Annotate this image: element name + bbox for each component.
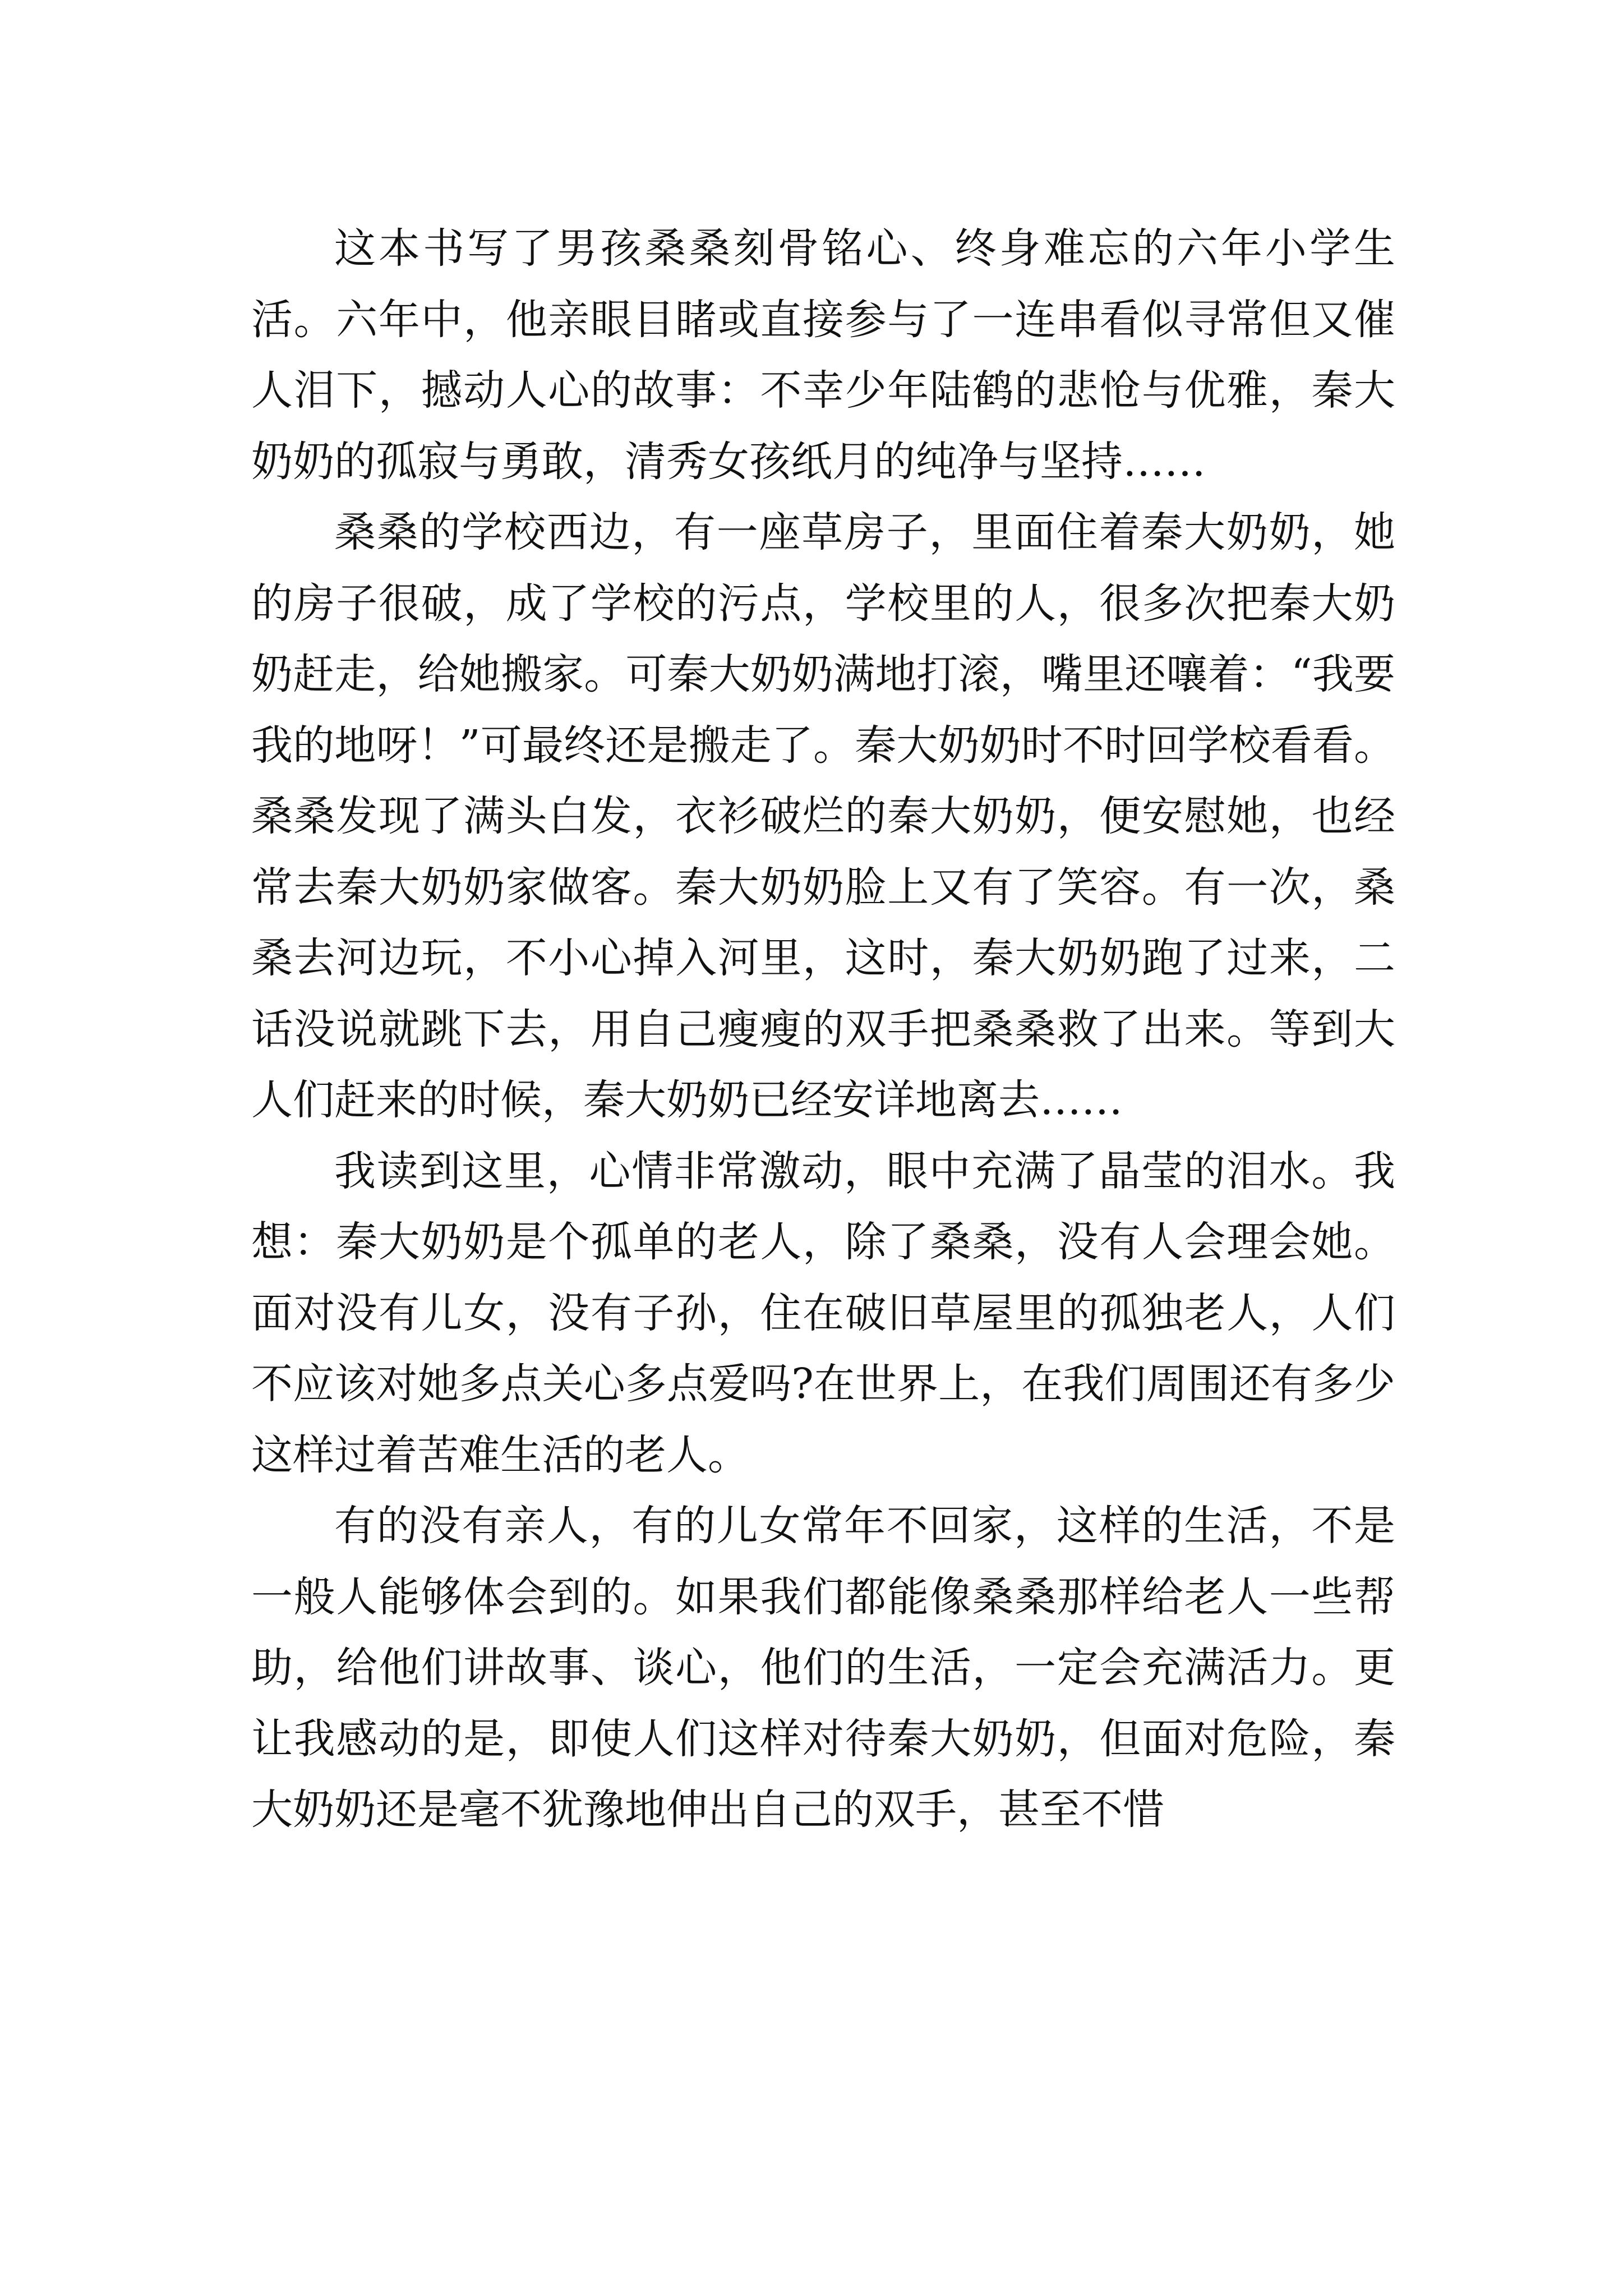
paragraph-2: 桑桑的学校西边，有一座草房子，里面住着秦大奶奶，她的房子很破，成了学校的污点，学校里的人，很多次把秦大奶奶赶走，给她搬家。可秦大奶奶满地打滚，嘴里还嚷着：“我要我的地呀！”可最终还是搬走了。秦大奶奶时不时回学校看看。桑桑发现了满头白发，衣衫破烂的秦大奶奶，便安慰她，也经常去秦大奶奶家做客。秦大奶奶脸上又有了笑容。有一次，桑桑去河边玩，不小心掉入河里，这时，秦大奶奶跑了过来，二话没说就跳下去，用自己瘦瘦的双手把桑桑救了出来。等到大人们赶来的时候，秦大奶奶已经安详地离去…… (251, 508, 1395, 1124)
paragraph-4: 有的没有亲人，有的儿女常年不回家，这样的生活，不是一般人能够体会到的。如果我们都能像桑桑那样给老人一些帮助，给他们讲故事、谈心，他们的生活，一定会充满活力。更让我感动的是，即使人们这样对待秦大奶奶，但面对危险，秦大奶奶还是毫不犹豫地伸出自己的双手，甚至不惜 (251, 1502, 1395, 1834)
paragraph-1: 这本书写了男孩桑桑刻骨铭心、终身难忘的六年小学生活。六年中，他亲眼目睹或直接参与了一连串看似寻常但又催人泪下，撼动人心的故事：不幸少年陆鹤的悲怆与优雅，秦大奶奶的孤寂与勇敢，清秀女孩纸月的纯净与坚持…… (251, 224, 1395, 486)
document-body (251, 213, 1395, 1846)
paragraph-3: 我读到这里，心情非常激动，眼中充满了晶莹的泪水。我想：秦大奶奶是个孤单的老人，除了桑桑，没有人会理会她。面对没有儿女，没有子孙，住在破旧草屋里的孤独老人，人们不应该对她多点关心多点爱吗?在世界上，在我们周围还有多少这样过着苦难生活的老人。 (251, 1147, 1395, 1479)
